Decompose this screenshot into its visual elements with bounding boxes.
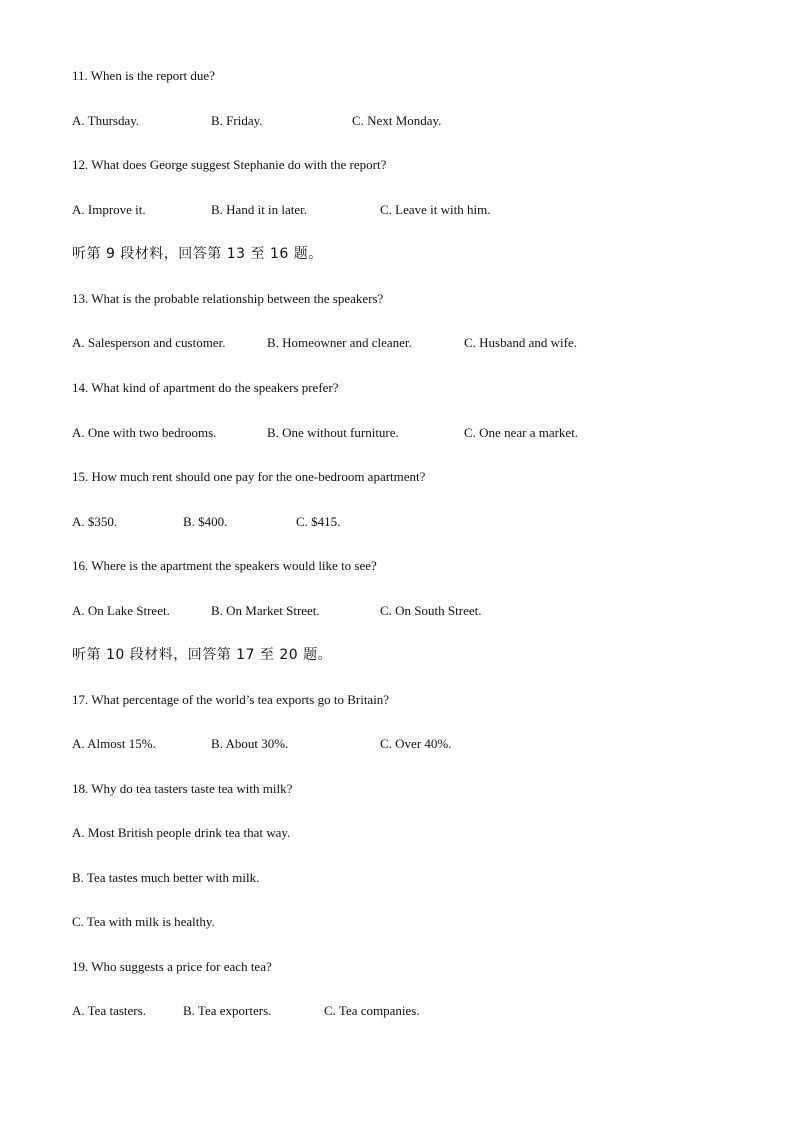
option-b: B. On Market Street. — [211, 603, 320, 618]
option-a: A. Tea tasters. — [72, 1003, 146, 1018]
question-18: 18. Why do tea tasters taste tea with milk? — [72, 781, 293, 796]
option-b: B. About 30%. — [211, 736, 289, 751]
question-13: 13. What is the probable relationship between the speakers? — [72, 291, 384, 306]
question-19: 19. Who suggests a price for each tea? — [72, 959, 272, 974]
option-a: A. One with two bedrooms. — [72, 425, 217, 440]
option-a: A. Thursday. — [72, 113, 140, 128]
option-b: B. Homeowner and cleaner. — [267, 335, 412, 350]
option-c: C. Next Monday. — [352, 113, 442, 128]
option-b: B. Friday. — [211, 113, 263, 128]
option-c: C. On South Street. — [380, 603, 482, 618]
question-18-option-a: A. Most British people drink tea that way. — [72, 825, 291, 840]
option-a: A. Improve it. — [72, 202, 146, 217]
option-c: C. One near a market. — [464, 425, 579, 440]
question-15: 15. How much rent should one pay for the one-bedroom apartment? — [72, 469, 426, 484]
option-a: A. On Lake Street. — [72, 603, 170, 618]
option-b: B. Hand it in later. — [211, 202, 308, 217]
option-a: A. $350. — [72, 514, 118, 529]
question-18-option-b: B. Tea tastes much better with milk. — [72, 870, 260, 885]
question-12: 12. What does George suggest Stephanie do with the report? — [72, 157, 387, 172]
question-18-option-c: C. Tea with milk is healthy. — [72, 914, 215, 929]
option-c: C. Leave it with him. — [380, 202, 491, 217]
question-17: 17. What percentage of the world’s tea exports go to Britain? — [72, 692, 390, 707]
question-14: 14. What kind of apartment do the speakers prefer? — [72, 380, 339, 395]
option-c: C. Husband and wife. — [464, 335, 578, 350]
option-c: C. Over 40%. — [380, 736, 452, 751]
question-11: 11. When is the report due? — [72, 68, 215, 83]
option-c: C. Tea companies. — [324, 1003, 420, 1018]
option-b: B. Tea exporters. — [183, 1003, 272, 1018]
section-heading-10: 听第 10 段材料，回答第 17 至 20 题。 — [72, 647, 333, 663]
option-c: C. $415. — [296, 514, 341, 529]
option-b: B. $400. — [183, 514, 228, 529]
section-heading-9: 听第 9 段材料，回答第 13 至 16 题。 — [72, 246, 323, 262]
option-a: A. Salesperson and customer. — [72, 335, 226, 350]
option-a: A. Almost 15%. — [72, 736, 156, 751]
option-b: B. One without furniture. — [267, 425, 399, 440]
question-16: 16. Where is the apartment the speakers would like to see? — [72, 558, 377, 573]
